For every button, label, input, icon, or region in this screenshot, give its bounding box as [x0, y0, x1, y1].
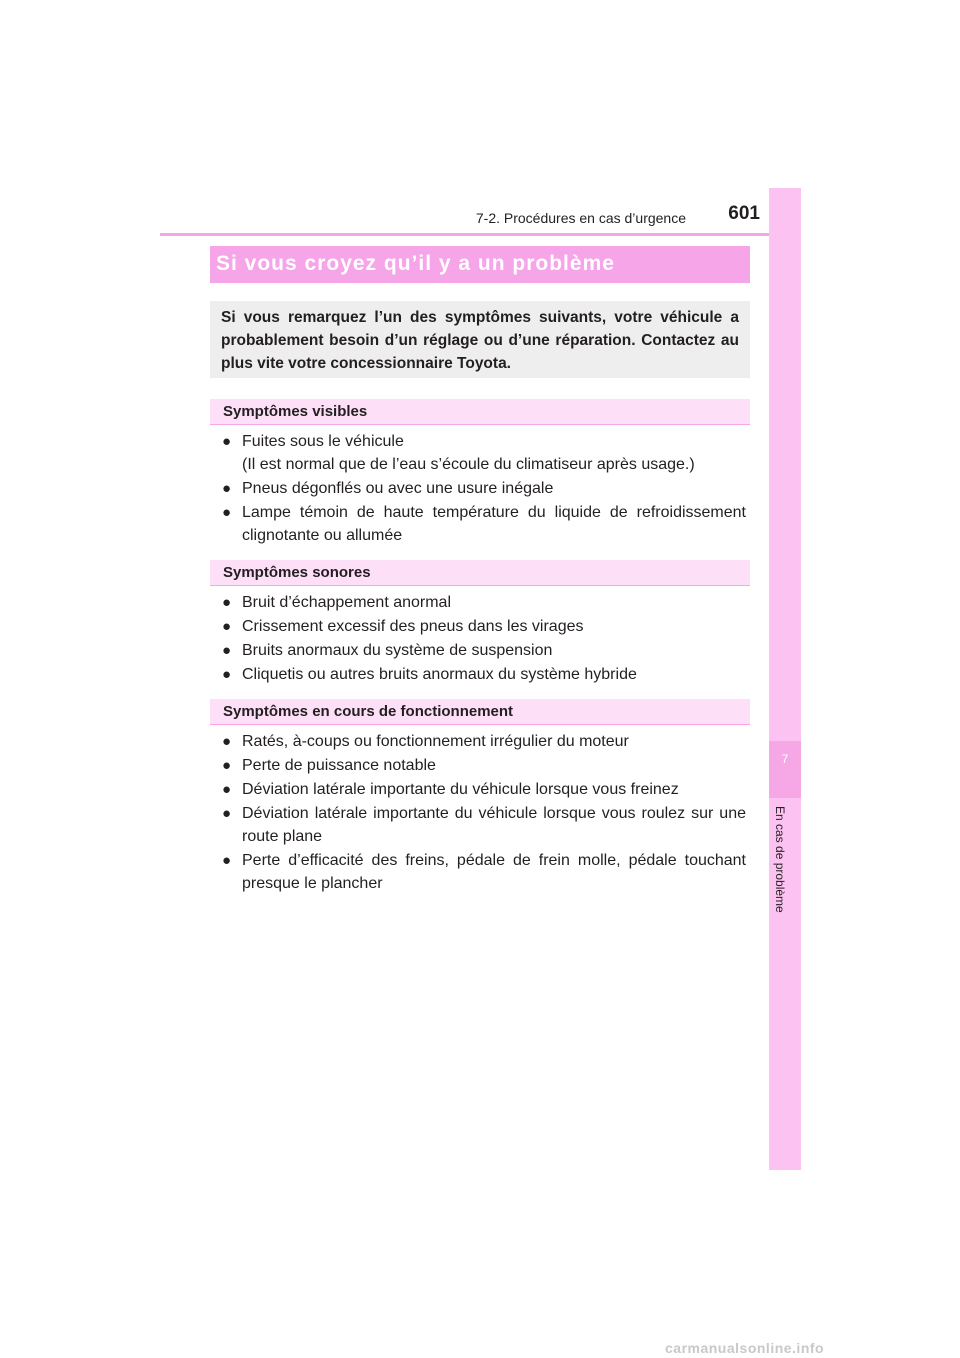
list-item [222, 477, 746, 500]
list-item [222, 802, 746, 848]
intro-box: Si vous remarquez l’un des symptômes suivants, votre véhicule a probablement besoin d’un réglage ou d’une réparation. Contactez au plus vite votre concessionnaire Toyota. [210, 301, 750, 378]
bullet-icon: ● [222, 504, 232, 521]
list-item-note: (Il est normal que de l’eau s’écoule du climatiseur après usage.) [242, 456, 695, 473]
chapter-side-tab [769, 188, 801, 1170]
list-item [222, 615, 746, 638]
header-section-label: 7-2. Procédures en cas d’urgence [475, 210, 686, 226]
list-item-text: Bruit d’échappement anormal [242, 594, 452, 611]
list-item-text: Ratés, à-coups ou fonctionnement irrégulier du moteur [242, 733, 629, 750]
sound-symptoms-list [222, 591, 746, 687]
chapter-number: 7 [781, 752, 789, 766]
subhead-visible-symptoms: Symptômes visibles [210, 399, 750, 425]
bullet-icon: ● [222, 642, 232, 659]
bullet-icon: ● [222, 733, 232, 750]
chapter-side-label: En cas de problème [773, 806, 787, 913]
list-item [222, 754, 746, 777]
page-number: 601 [728, 203, 760, 224]
list-item-text: Déviation latérale importante du véhicule lorsque vous roulez sur une route plane [242, 805, 746, 845]
list-item-text: Crissement excessif des pneus dans les virages [242, 618, 584, 635]
subhead-sound-symptoms: Symptômes sonores [210, 560, 750, 586]
header-divider [160, 233, 801, 236]
list-item-text: Perte d’efficacité des freins, pédale de frein molle, pédale touchant presque le plancher [242, 852, 746, 892]
list-item-text: Lampe témoin de haute température du liquide de refroidissement clignotante ou allumée [242, 504, 746, 544]
list-item-text: Cliquetis ou autres bruits anormaux du système hybride [242, 666, 637, 683]
list-item [222, 778, 746, 801]
bullet-icon: ● [222, 480, 232, 497]
bullet-icon: ● [222, 618, 232, 635]
list-item [222, 639, 746, 662]
list-item-text: Fuites sous le véhicule [242, 433, 404, 450]
watermark-text: carmanualsonline.info [665, 1340, 825, 1356]
bullet-icon: ● [222, 852, 232, 869]
subhead-operating-symptoms: Symptômes en cours de fonctionnement [210, 699, 750, 725]
bullet-icon: ● [222, 781, 232, 798]
operating-symptoms-list [222, 730, 746, 896]
list-item-text: Pneus dégonflés ou avec une usure inégale [242, 480, 554, 497]
list-item [222, 501, 746, 547]
list-item-text: Bruits anormaux du système de suspension [242, 642, 553, 659]
list-item [222, 591, 746, 614]
visible-symptoms-list [222, 430, 746, 548]
list-item [222, 663, 746, 686]
page-title: Si vous croyez qu’il y a un problème [210, 246, 750, 283]
list-item-text: Perte de puissance notable [242, 757, 436, 774]
list-item-text: Déviation latérale importante du véhicule lorsque vous freinez [242, 781, 679, 798]
bullet-icon: ● [222, 594, 232, 611]
list-item [222, 730, 746, 753]
bullet-icon: ● [222, 805, 232, 822]
list-item [222, 430, 746, 476]
bullet-icon: ● [222, 666, 232, 683]
chapter-number-tab [769, 741, 801, 798]
bullet-icon: ● [222, 433, 232, 450]
list-item [222, 849, 746, 895]
bullet-icon: ● [222, 757, 232, 774]
